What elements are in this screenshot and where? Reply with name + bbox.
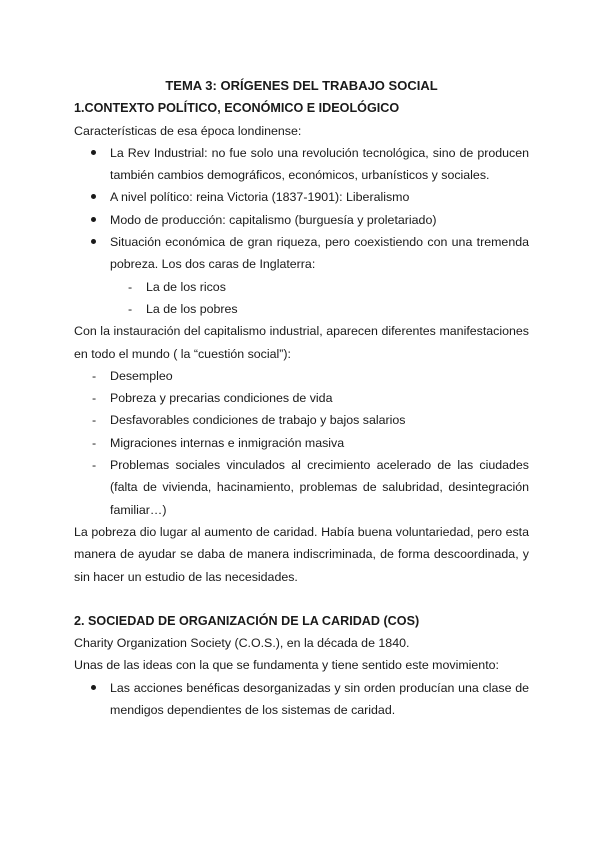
section-2-line: Unas de las ideas con la que se fundamenta y tiene sentido este movimiento: [74, 658, 499, 673]
page-title: TEMA 3: ORÍGENES DEL TRABAJO SOCIAL [165, 78, 438, 93]
document-page [74, 75, 529, 721]
dash-item: - Pobreza y precarias condiciones de vida [74, 387, 529, 409]
section-2-line: Charity Organization Society (C.O.S.), en la década de 1840. [74, 636, 410, 651]
section-1-heading: 1.CONTEXTO POLÍTICO, ECONÓMICO E IDEOLÓGICO [74, 101, 400, 116]
bullet-item: Modo de producción: capitalismo (burguesía y proletariado) [74, 209, 529, 231]
sub-list [74, 276, 529, 321]
section-2-bullet-list [74, 677, 529, 722]
dash-item: - Desfavorables condiciones de trabajo y bajos salarios [74, 409, 529, 431]
sub-item: - La de los ricos [74, 276, 529, 298]
dash-item: - Migraciones internas e inmigración masiva [74, 432, 529, 454]
bullet-item: Las acciones benéficas desorganizadas y sin orden producían una clase de mendigos dependientes de los sistemas de caridad. [74, 677, 529, 722]
paragraph: Con la instauración del capitalismo industrial, aparecen diferentes manifestaciones en todo el mundo ( la “cuestión social”): [74, 324, 529, 361]
paragraph: La pobreza dio lugar al aumento de caridad. Había buena voluntariedad, pero esta manera de ayudar se daba de manera indiscriminada, de forma descoordinada, y sin hacer un estudio de las necesidades. [74, 524, 529, 584]
dash-item: - Desempleo [74, 365, 529, 387]
section-1-intro: Características de esa época londinense: [74, 123, 302, 138]
section-1-bullet-list [74, 142, 529, 276]
sub-item: - La de los pobres [74, 298, 529, 320]
dash-item: - Problemas sociales vinculados al crecimiento acelerado de las ciudades (falta de vivienda, hacinamiento, problemas de salubridad, desintegración familiar…) [74, 454, 529, 521]
bullet-item: Situación económica de gran riqueza, pero coexistiendo con una tremenda pobreza. Los dos caras de Inglaterra: [74, 231, 529, 276]
spacer [74, 588, 529, 610]
section-2-heading: 2. SOCIEDAD DE ORGANIZACIÓN DE LA CARIDAD (COS) [74, 613, 420, 628]
bullet-item: La Rev Industrial: no fue solo una revolución tecnológica, sino de producen también cambios demográficos, económicos, urbanísticos y sociales. [74, 142, 529, 187]
bullet-item: A nivel político: reina Victoria (1837-1901): Liberalismo [74, 186, 529, 208]
dash-list [74, 365, 529, 521]
